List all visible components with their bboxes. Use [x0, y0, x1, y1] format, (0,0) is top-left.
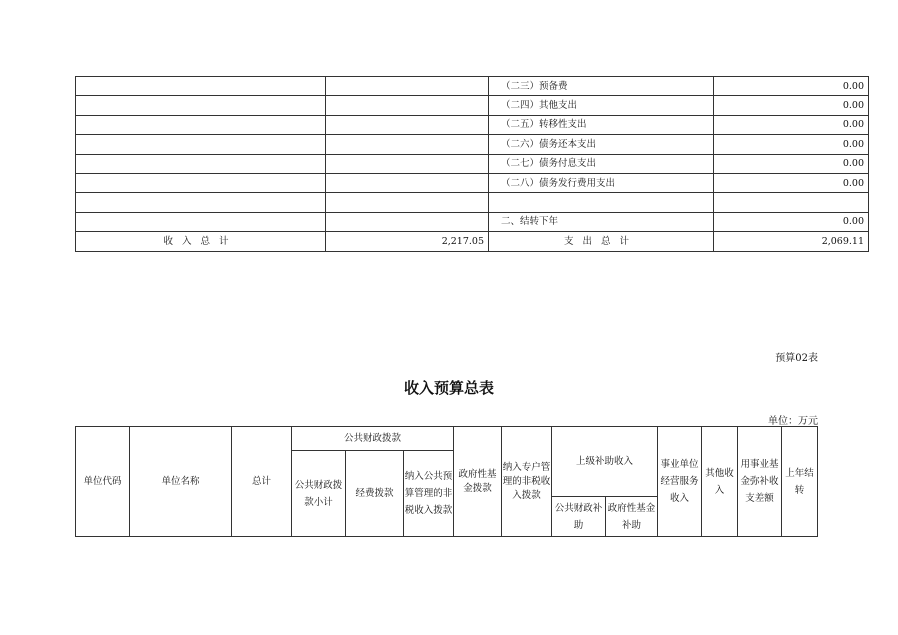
- expenditure-continuation-table: [75, 76, 869, 252]
- header-gov-fund-subsidy: 政府性基金补助: [606, 497, 658, 537]
- table-row: [76, 193, 869, 212]
- header-non-tax: 纳入公共预算管理的非税收入拨款: [404, 451, 454, 537]
- expense-item-cell: [489, 193, 714, 212]
- header-other-income: 其他收入: [702, 427, 738, 537]
- expense-item-cell: （二六）债务还本支出: [489, 135, 714, 154]
- income-amount-cell: [326, 154, 489, 173]
- income-total-label: 收入总计: [76, 232, 326, 251]
- expense-amount-cell: 0.00: [714, 154, 869, 173]
- expense-item-cell: （二七）债务付息支出: [489, 154, 714, 173]
- income-amount-cell: [326, 96, 489, 115]
- income-amount-cell: [326, 212, 489, 231]
- income-amount-cell: [326, 173, 489, 192]
- table-row: [76, 115, 869, 134]
- unit-label: 单位：万元: [768, 416, 818, 427]
- income-budget-header-table: [75, 426, 818, 537]
- income-amount-cell: [326, 193, 489, 212]
- income-item-cell: [76, 193, 326, 212]
- header-gov-fund: 政府性基金拨款: [454, 427, 502, 537]
- header-unit-code: 单位代码: [76, 427, 130, 537]
- header-carryover: 上年结转: [782, 427, 818, 537]
- header-special-non-tax: 纳入专户管理的非税收入拨款: [502, 427, 552, 537]
- expense-amount-cell: 0.00: [714, 135, 869, 154]
- expense-amount-cell: 0.00: [714, 212, 869, 231]
- expense-total-amount: 2,069.11: [714, 232, 869, 251]
- expense-item-cell: （二三）预备费: [489, 77, 714, 96]
- income-item-cell: [76, 96, 326, 115]
- page-label: 预算02表: [775, 353, 818, 364]
- expense-amount-cell: 0.00: [714, 96, 869, 115]
- header-fund-deficit: 用事业基金弥补收支差额: [738, 427, 782, 537]
- table-row: [76, 154, 869, 173]
- income-item-cell: [76, 173, 326, 192]
- income-item-cell: [76, 77, 326, 96]
- header-public-finance: 公共财政拨款: [292, 427, 454, 451]
- header-superior-subsidy: 上级补助收入: [552, 427, 658, 497]
- expense-amount-cell: [714, 193, 869, 212]
- expense-amount-cell: 0.00: [714, 77, 869, 96]
- table-row: [76, 173, 869, 192]
- table-row: [76, 77, 869, 96]
- income-item-cell: [76, 115, 326, 134]
- total-row: [76, 232, 869, 251]
- income-amount-cell: [326, 135, 489, 154]
- expense-amount-cell: 0.00: [714, 115, 869, 134]
- header-unit-name: 单位名称: [130, 427, 232, 537]
- header-business-income: 事业单位经营服务收入: [658, 427, 702, 537]
- income-total-amount: 2,217.05: [326, 232, 489, 251]
- expense-item-cell: 二、结转下年: [489, 212, 714, 231]
- income-amount-cell: [326, 77, 489, 96]
- income-item-cell: [76, 154, 326, 173]
- header-total: 总计: [232, 427, 292, 537]
- expense-item-cell: （二五）转移性支出: [489, 115, 714, 134]
- table-row: [76, 96, 869, 115]
- income-amount-cell: [326, 115, 489, 134]
- expense-amount-cell: 0.00: [714, 173, 869, 192]
- expense-item-cell: （二八）债务发行费用支出: [489, 173, 714, 192]
- header-funding: 经费拨款: [346, 451, 404, 537]
- table-row: [76, 135, 869, 154]
- page-title: 收入预算总表: [403, 379, 494, 397]
- income-item-cell: [76, 212, 326, 231]
- header-pf-subsidy: 公共财政补助: [552, 497, 606, 537]
- table-row: [76, 212, 869, 231]
- expense-total-label: 支出总计: [489, 232, 714, 251]
- expense-item-cell: （二四）其他支出: [489, 96, 714, 115]
- income-item-cell: [76, 135, 326, 154]
- header-pf-subtotal: 公共财政拨款小计: [292, 451, 346, 537]
